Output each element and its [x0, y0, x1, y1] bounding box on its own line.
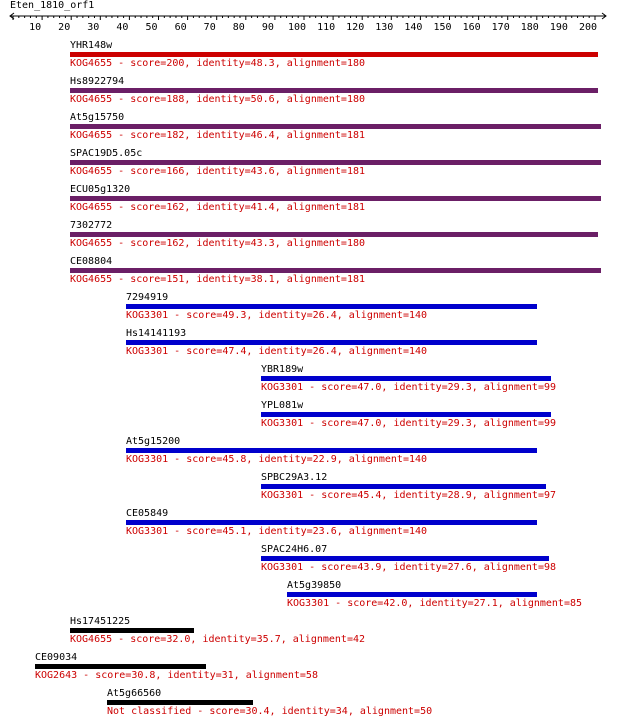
ruler-label: 170	[491, 22, 510, 33]
hit-name[interactable]: ECU05g1320	[70, 184, 131, 195]
ruler-label: 70	[203, 22, 216, 33]
hit-info: KOG4655 - score=200, identity=48.3, alignment=180	[70, 58, 366, 69]
ruler-label: 20	[58, 22, 71, 33]
hit-info: KOG4655 - score=182, identity=46.4, alignment=181	[70, 130, 366, 141]
hit-name[interactable]: At5g15750	[70, 112, 125, 123]
hit-bar[interactable]	[261, 484, 546, 489]
hit-bar[interactable]	[70, 52, 598, 57]
hit-info: KOG4655 - score=162, identity=43.3, alignment=180	[70, 238, 366, 249]
hit-info: KOG3301 - score=43.9, identity=27.6, alignment=98	[261, 562, 557, 573]
hit-info: KOG4655 - score=162, identity=41.4, alignment=181	[70, 202, 366, 213]
hit-info: KOG3301 - score=47.4, identity=26.4, alignment=140	[126, 346, 428, 357]
hit-name[interactable]: CE09034	[35, 652, 78, 663]
hit-name[interactable]: SPAC24H6.07	[261, 544, 328, 555]
hit-name[interactable]: Hs14141193	[126, 328, 187, 339]
hit-info: KOG3301 - score=45.8, identity=22.9, alignment=140	[126, 454, 428, 465]
hit-bar[interactable]	[35, 664, 206, 669]
hit-bar[interactable]	[261, 412, 551, 417]
ruler-label: 80	[232, 22, 245, 33]
hit-info: KOG2643 - score=30.8, identity=31, alignment=58	[35, 670, 318, 681]
ruler-label: 180	[520, 22, 539, 33]
hit-bar[interactable]	[70, 124, 601, 129]
hit-bar[interactable]	[126, 520, 537, 525]
hit-bar[interactable]	[70, 88, 598, 93]
hit-info: KOG4655 - score=32.0, identity=35.7, alignment=42	[70, 634, 366, 645]
hit-info: KOG3301 - score=47.0, identity=29.3, alignment=99	[261, 418, 557, 429]
ruler-label: 60	[174, 22, 187, 33]
hit-name[interactable]: CE05849	[126, 508, 169, 519]
hit-bar[interactable]	[70, 268, 601, 273]
hit-bar[interactable]	[107, 700, 253, 705]
hit-bar[interactable]	[70, 160, 601, 165]
hit-name[interactable]: YBR189w	[261, 364, 304, 375]
ruler-label: 90	[261, 22, 274, 33]
hit-info: KOG3301 - score=47.0, identity=29.3, alignment=99	[261, 382, 557, 393]
hit-info: Not classified - score=30.4, identity=34, alignment=50	[107, 706, 433, 717]
ruler-label: 200	[578, 22, 598, 33]
ruler-label: 30	[87, 22, 100, 33]
hit-bar[interactable]	[126, 340, 537, 345]
ruler-label: 110	[317, 22, 336, 33]
hit-info: KOG3301 - score=42.0, identity=27.1, alignment=85	[287, 598, 583, 609]
hit-name[interactable]: YHR148w	[70, 40, 113, 51]
hit-name[interactable]: Hs17451225	[70, 616, 131, 627]
ruler-label: 40	[116, 22, 129, 33]
ruler-label: 100	[287, 22, 307, 33]
ruler-label: 130	[375, 22, 394, 33]
hit-bar[interactable]	[70, 628, 194, 633]
hit-bar[interactable]	[287, 592, 537, 597]
ruler-label: 120	[346, 22, 365, 33]
hit-bar[interactable]	[70, 196, 601, 201]
hit-bar[interactable]	[126, 304, 537, 309]
hit-info: KOG4655 - score=166, identity=43.6, alignment=181	[70, 166, 366, 177]
ruler-label: 190	[549, 22, 568, 33]
hit-info: KOG4655 - score=151, identity=38.1, alignment=181	[70, 274, 366, 285]
hit-name[interactable]: YPL081w	[261, 400, 304, 411]
hit-name[interactable]: SPBC29A3.12	[261, 472, 328, 483]
query-name: Eten_1810_orf1	[10, 0, 95, 11]
ruler-label: 50	[145, 22, 158, 33]
ruler-label: 160	[462, 22, 481, 33]
hit-bar[interactable]	[126, 448, 537, 453]
ruler-label: 140	[404, 22, 423, 33]
hit-name[interactable]: 7302772	[70, 220, 113, 231]
hit-name[interactable]: At5g66560	[107, 688, 162, 699]
hit-name[interactable]: At5g15200	[126, 436, 181, 447]
hit-name[interactable]: SPAC19D5.05c	[70, 148, 143, 159]
hit-name[interactable]: At5g39850	[287, 580, 342, 591]
ruler-label: 150	[433, 22, 452, 33]
hit-name[interactable]: 7294919	[126, 292, 169, 303]
hit-name[interactable]: Hs8922794	[70, 76, 125, 87]
hit-info: KOG3301 - score=45.4, identity=28.9, alignment=97	[261, 490, 557, 501]
hit-bar[interactable]	[261, 556, 549, 561]
hit-info: KOG4655 - score=188, identity=50.6, alignment=180	[70, 94, 366, 105]
hit-bar[interactable]	[70, 232, 598, 237]
hit-info: KOG3301 - score=49.3, identity=26.4, alignment=140	[126, 310, 428, 321]
hit-info: KOG3301 - score=45.1, identity=23.6, alignment=140	[126, 526, 428, 537]
ruler-label: 10	[29, 22, 42, 33]
hit-bar[interactable]	[261, 376, 551, 381]
position-ruler	[0, 0, 620, 34]
hit-name[interactable]: CE08804	[70, 256, 113, 267]
